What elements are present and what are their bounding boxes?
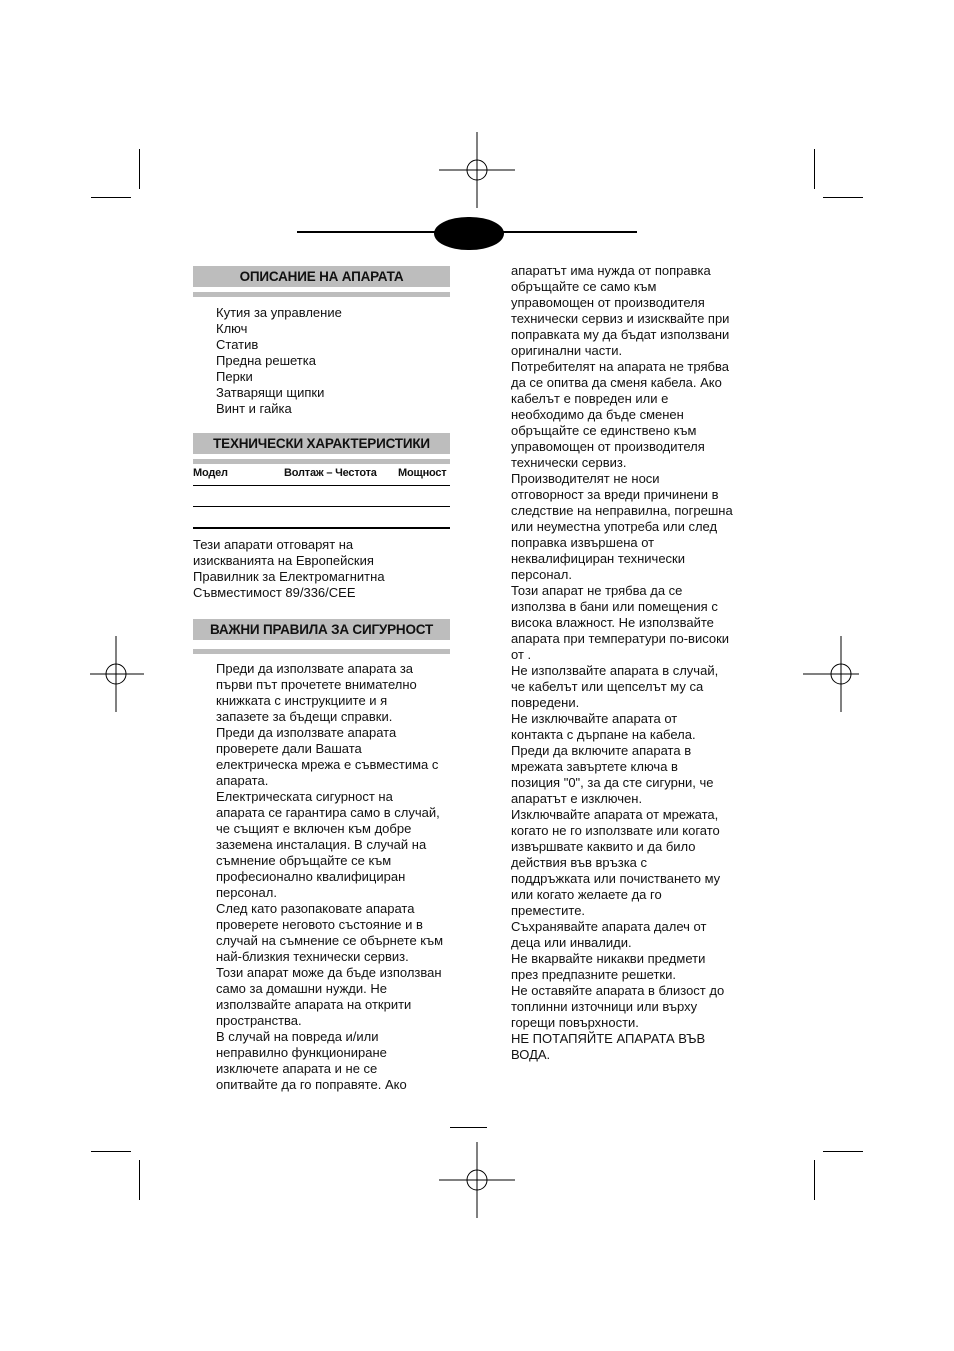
section-bar	[193, 292, 450, 297]
crop-mark	[814, 149, 815, 189]
parts-list	[216, 305, 342, 417]
table-rule	[193, 485, 450, 486]
table-rule	[193, 506, 450, 507]
table-rule	[193, 527, 450, 529]
safety-text-left: Преди да използвате апарата за първи път прочетете внимателно книжката с инструкциите и я запазете за бъдещи справки. Преди да използвате апарата проверете дали Вашата електрическа мрежа е съвместима с апарата. Електрическата сигурност на апарата се гарантира само в случай, че същият е включен към добре заземена инсталация. В случай на съмнение обръщайте се към професионално квалифициран персонал. След като разопаковате апарата проверете неговото състояние и в случай на съмнение се обърнете към най-близкия технически сервиз. Този апарат може да бъде използван само за домашни нужди. Не използвайте апарата на открити пространства. В случай на повреда и/или неправилно функциониране изключете апарата и не се опитвайте да го поправяте. Ако	[216, 661, 444, 1092]
registration-mark-icon	[78, 636, 144, 712]
list-item: Предна решетка	[216, 353, 316, 368]
crop-mark	[91, 197, 131, 198]
crop-mark	[91, 1151, 131, 1152]
section-title-safety: ВАЖНИ ПРАВИЛА ЗА СИГУРНОСТ	[193, 619, 450, 640]
crop-mark	[823, 197, 863, 198]
list-item: Кутия за управление	[216, 305, 342, 320]
list-item: Винт и гайка	[216, 401, 292, 416]
list-item: Ключ	[216, 321, 248, 336]
specs-col-model: Модел	[193, 467, 228, 479]
section-bar	[193, 649, 450, 654]
registration-mark-icon	[803, 636, 869, 712]
crop-mark	[139, 1160, 140, 1200]
section-bar	[193, 459, 450, 464]
list-item: Статив	[216, 337, 259, 352]
section-title-specs: ТЕХНИЧЕСКИ ХАРАКТЕРИСТИКИ	[193, 433, 450, 454]
page-tab	[434, 217, 504, 250]
registration-mark-icon	[439, 1142, 515, 1218]
crop-mark	[139, 149, 140, 189]
crop-mark	[823, 1151, 863, 1152]
specs-header-row	[193, 467, 450, 483]
crop-mark	[814, 1160, 815, 1200]
list-item: Затварящи щипки	[216, 385, 325, 400]
specs-col-voltage: Волтаж – Честота	[284, 467, 377, 479]
safety-text-right: апаратът има нужда от поправка обръщайте се само към упрaвомощен от производителя технически сервиз и изисквайте при поправката му да бъдат използвани оригинални части. Потребителят на апарата не трябва да се опитва да сменя кабела. Ако кабелът е повреден или е необходимо да бъде сменен обръщайте се единствено към упрaвомощен от производителя технически сервиз. Производителят не носи отговорност за вреди причинени в следствие на неправилна, погрешна или неуместна употреба или след поправка извършена от неквалифициран технически персонал. Този апарат не трябва да се използва в бани или помещения с висока влажност. Не използвайте апарата при температури по-високи от . Не използвайте апарата в случай, че кабелът или щепселът му са повредени. Не изключвайте апарата от контакта с дърпане на кабела. Преди да включите апарата в мрежата завъртете ключа в позиция "0", за да сте сигурни, че апаратът е изключен. Изключвайте апарата от мрежата, когато не го използвате или когато извършвате каквито и да било действия във връзка с поддръжката или почистването му или когато желаете да го преместите. Съхранявайте апарата далеч от деца или инвалиди. Не вкарвайте никакви предмети през предпазните решетки. Не оставяйте апарата в близост до топлинни източници или върху горещи повърхности. НЕ ПОТАПЯЙТЕ АПАРАТА ВЪВ ВОДА.	[511, 263, 733, 1062]
page-number-rule	[450, 1127, 487, 1128]
list-item: Перки	[216, 369, 253, 384]
registration-mark-icon	[439, 132, 515, 208]
section-title-description: ОПИСАНИЕ НА АПАРАТА	[193, 266, 450, 287]
emc-statement: Тези апарати отговарят на изискванията на Европейския Правилник за Електромагнитна Съвместимост 89/336/CEE	[193, 537, 385, 600]
specs-col-power: Мощност	[398, 467, 447, 479]
